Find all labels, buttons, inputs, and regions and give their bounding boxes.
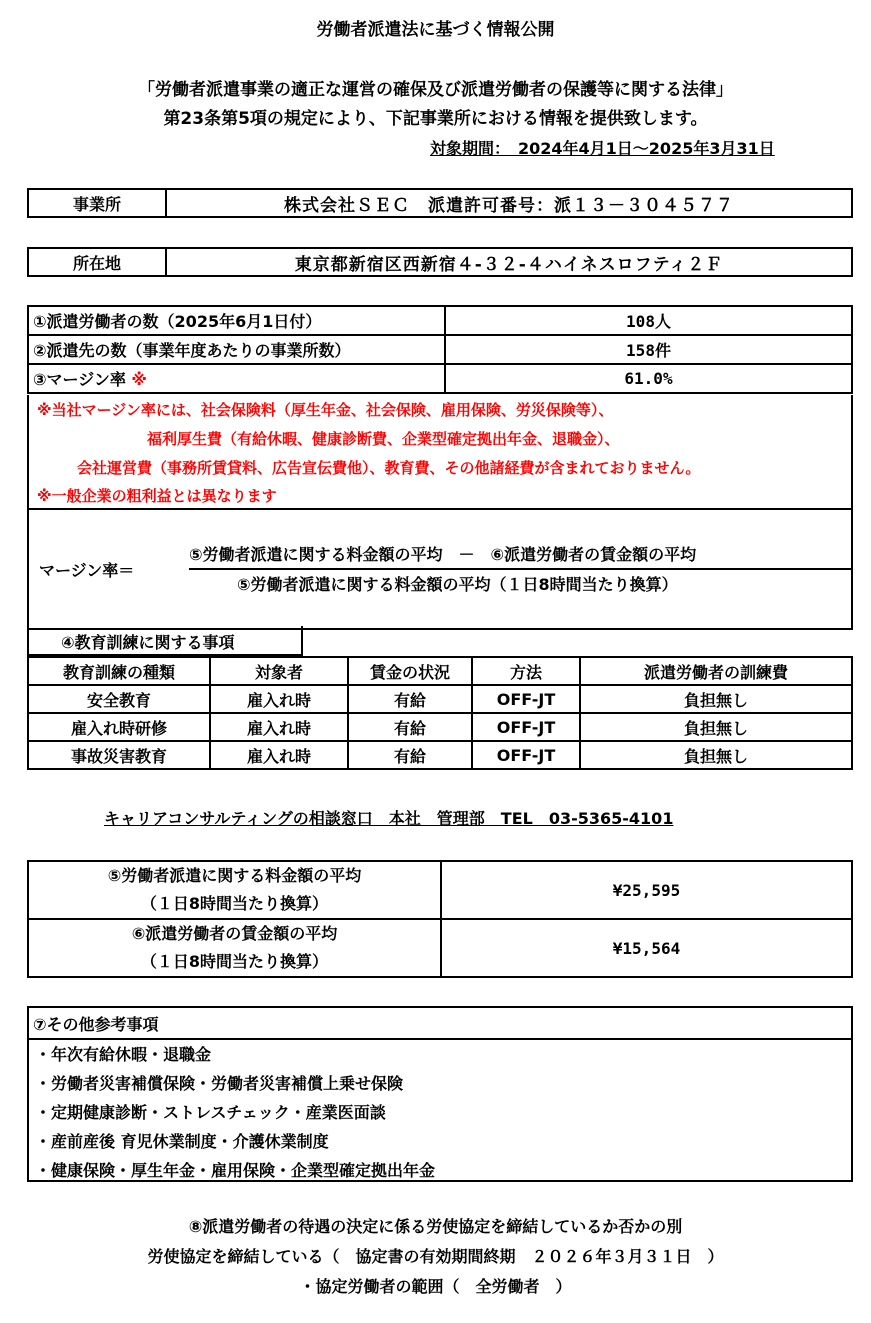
average-label-line: ⑥派遣労働者の賃金額の平均	[131, 924, 338, 943]
average-value: ¥25,595	[441, 861, 852, 919]
formula-numerator: ⑤労働者派遣に関する料金額の平均 － ⑥派遣労働者の賃金額の平均	[189, 545, 697, 564]
stats-table	[27, 305, 853, 394]
margin-note: ※当社マージン率には、社会保険料（厚生年金、社会保険、雇用保険、労災保険等）、	[37, 401, 614, 419]
table-row	[28, 861, 852, 919]
note-mark: ※	[131, 370, 147, 389]
table-row	[28, 741, 852, 769]
list-item: ・定期健康診断・ストレスチェック・産業医面談	[35, 1103, 386, 1122]
table-header-row	[28, 657, 852, 685]
stats-row	[28, 306, 852, 335]
training-section-label: ④教育訓練に関する事項	[61, 633, 235, 652]
table-cell: 有給	[348, 685, 472, 713]
table-cell: 負担無し	[580, 713, 852, 741]
stat-value: 158件	[445, 335, 852, 364]
margin-note: ※一般企業の粗利益とは異なります	[37, 487, 277, 505]
stat-value: 108人	[445, 306, 852, 335]
list-item: ・年次有給休暇・退職金	[35, 1045, 212, 1064]
page-title: 労働者派遣法に基づく情報公開	[316, 20, 555, 40]
list-item: ・産前産後 育児休業制度・介護休業制度	[35, 1132, 329, 1151]
table-cell: 雇入れ時	[210, 713, 348, 741]
margin-formula	[27, 508, 853, 630]
table-cell: 事故災害教育	[28, 741, 210, 769]
stat-label-text: ③マージン率	[33, 370, 126, 389]
intro-line-1: 「労働者派遣事業の適正な運営の確保及び派遣労働者の保護等に関する法律」	[138, 80, 733, 100]
list-item: ・健康保険・厚生年金・雇用保険・企業型確定拠出年金	[35, 1161, 436, 1180]
table-cell: 雇入れ時	[210, 685, 348, 713]
table-cell: OFF-JT	[472, 685, 580, 713]
stat-label: ①派遣労働者の数（2025年6月1日付）	[28, 306, 445, 335]
fraction-bar	[189, 568, 853, 570]
other-reference-title: ⑦その他参考事項	[33, 1015, 159, 1034]
intro-line-2: 第23条第5項の規定により、下記事業所における情報を提供致します。	[163, 109, 708, 129]
office-table	[27, 188, 853, 218]
table-row	[28, 919, 852, 977]
table-cell: 負担無し	[580, 741, 852, 769]
stat-label-margin	[28, 364, 445, 393]
average-label-line: ⑤労働者派遣に関する料金額の平均	[107, 866, 362, 885]
stat-label: ②派遣先の数（事業年度あたりの事業所数）	[28, 335, 445, 364]
table-row	[28, 713, 852, 741]
other-reference-list	[35, 1040, 435, 1185]
table-cell: OFF-JT	[472, 741, 580, 769]
training-section-title	[27, 626, 303, 656]
agreement-title: ⑧派遣労働者の待遇の決定に係る労使協定を締結しているか否かの別	[188, 1217, 683, 1236]
average-label	[28, 861, 441, 919]
career-consulting-contact: キャリアコンサルティングの相談窓口 本社 管理部 TEL 03-5365-4101	[104, 809, 674, 828]
column-header: 教育訓練の種類	[28, 657, 210, 685]
office-label: 事業所	[28, 189, 166, 217]
table-cell: 雇入れ時	[210, 741, 348, 769]
averages-table	[27, 860, 853, 978]
stats-row	[28, 335, 852, 364]
column-header: 賃金の状況	[348, 657, 472, 685]
table-row	[28, 685, 852, 713]
agreement-status: 労使協定を締結している（ 協定書の有効期間終期 ２０２６年３月３１日 ）	[147, 1247, 724, 1266]
column-header: 方法	[472, 657, 580, 685]
target-period: 対象期間： 2024年4月1日～2025年3月31日	[430, 139, 775, 158]
table-cell: 有給	[348, 741, 472, 769]
table-cell: 有給	[348, 713, 472, 741]
other-reference-box	[27, 1006, 853, 1182]
stat-value: 61.0%	[445, 364, 852, 393]
formula-denominator: ⑤労働者派遣に関する料金額の平均（１日8時間当たり換算）	[237, 575, 678, 594]
column-header: 対象者	[210, 657, 348, 685]
average-value: ¥15,564	[441, 919, 852, 977]
list-item: ・労働者災害補償保険・労働者災害補償上乗せ保険	[35, 1074, 404, 1093]
table-cell: 負担無し	[580, 685, 852, 713]
office-value: 株式会社ＳＥＣ 派遣許可番号：派１３－３０４５７７	[166, 189, 852, 217]
stats-row	[28, 364, 852, 393]
address-table	[27, 247, 853, 277]
margin-notes	[27, 395, 853, 510]
margin-note: 会社運営費（事務所賃貸料、広告宣伝費他）、教育費、その他諸経費が含まれておりません。	[77, 459, 701, 477]
column-header: 派遣労働者の訓練費	[580, 657, 852, 685]
table-cell: OFF-JT	[472, 713, 580, 741]
average-label-unit: （１日8時間当たり換算）	[140, 894, 329, 913]
average-label	[28, 919, 441, 977]
address-label: 所在地	[28, 248, 166, 276]
table-cell: 雇入れ時研修	[28, 713, 210, 741]
margin-note: 福利厚生費（有給休暇、健康診断費、企業型確定拠出年金、退職金）、	[147, 430, 620, 448]
address-value: 東京都新宿区西新宿４-３２-４ハイネスロフティ２Ｆ	[166, 248, 852, 276]
formula-label: マージン率＝	[39, 561, 135, 580]
average-label-unit: （１日8時間当たり換算）	[140, 952, 329, 971]
training-table	[27, 656, 853, 770]
table-cell: 安全教育	[28, 685, 210, 713]
agreement-scope: ・協定労働者の範囲（ 全労働者 ）	[299, 1277, 572, 1296]
